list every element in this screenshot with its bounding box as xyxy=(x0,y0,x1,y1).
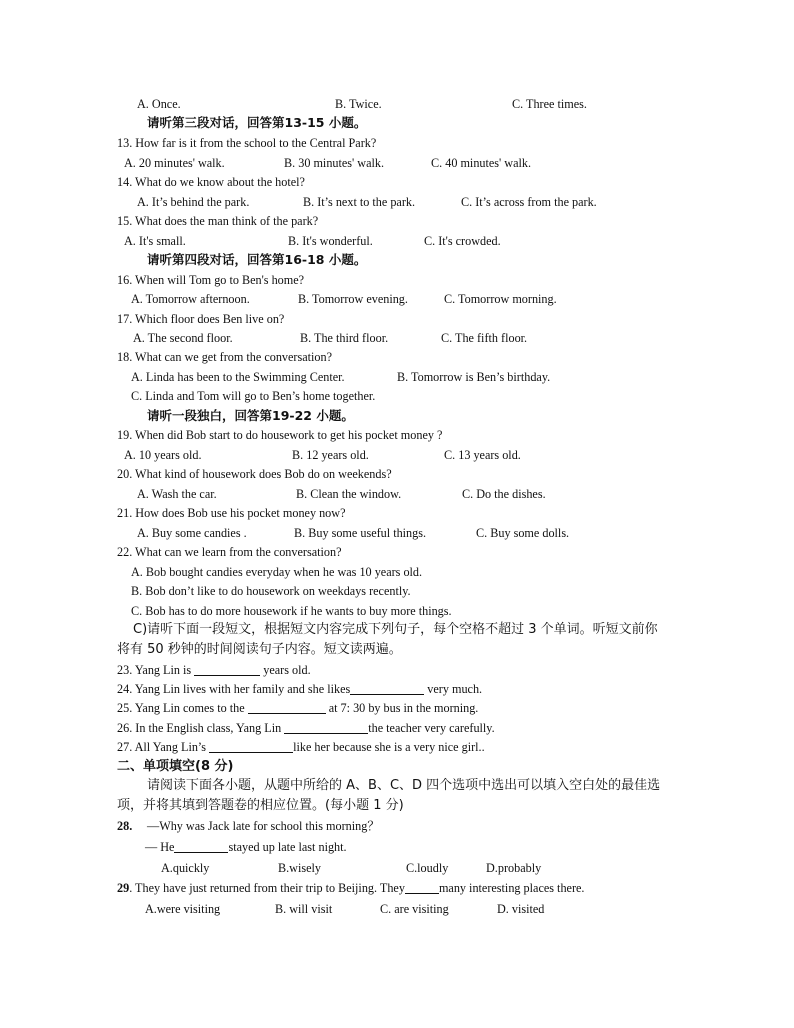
q29-option-d[interactable]: D. visited xyxy=(497,902,545,916)
q23-after: years old. xyxy=(260,663,311,677)
q27-after: like her because she is a very nice girl.. xyxy=(293,740,485,754)
q24-line xyxy=(117,681,482,697)
q13-option-c[interactable]: C. 40 minutes' walk. xyxy=(431,156,532,170)
q20-option-c[interactable]: C. Do the dishes. xyxy=(462,487,546,501)
q17-option-c[interactable]: C. The fifth floor. xyxy=(441,331,528,345)
q18-option-c[interactable]: C. Linda and Tom will go to Ben’s home together. xyxy=(131,389,376,403)
q27-blank[interactable] xyxy=(209,740,293,753)
part2-instruction-line1: 请阅读下面各小题，从题中所给的 A、B、C、D 四个选项中选出可以填入空白处的最佳选 xyxy=(147,778,661,793)
q16-option-a[interactable]: A. Tomorrow afternoon. xyxy=(131,292,250,306)
q21-option-c[interactable]: C. Buy some dolls. xyxy=(476,526,570,540)
q22-option-a[interactable]: A. Bob bought candies everyday when he was 10 years old. xyxy=(131,565,423,579)
q16-stem: 16. When will Tom go to Ben's home? xyxy=(117,273,305,287)
q28-line1: —Why was Jack late for school this morning？ xyxy=(147,819,380,833)
q24-after: very much. xyxy=(424,682,483,696)
q15-option-a[interactable]: A. It's small. xyxy=(124,234,186,248)
q28-number: 28. xyxy=(117,819,133,833)
part2-instruction-line2: 项，并将其填到答题卷的相应位置。(每小题 1 分) xyxy=(117,798,404,813)
q26-blank[interactable] xyxy=(284,721,368,734)
q14-option-a[interactable]: A. It’s behind the park. xyxy=(137,195,250,209)
partc-instruction-line2: 将有 50 秒钟的时间阅读句子内容。短文读两遍。 xyxy=(117,642,402,657)
q13-stem: 13. How far is it from the school to the Central Park? xyxy=(117,136,377,150)
q22-option-c[interactable]: C. Bob has to do more housework if he wants to buy more things. xyxy=(131,604,452,618)
q18-stem: 18. What can we get from the conversation? xyxy=(117,350,333,364)
q28-option-a[interactable]: A.quickly xyxy=(161,861,210,875)
q28-line2-before: — He xyxy=(145,840,175,854)
q17-option-b[interactable]: B. The third floor. xyxy=(300,331,389,345)
monologue-instruction: 请听一段独白，回答第19-22 小题。 xyxy=(147,408,354,423)
q12-option-b[interactable]: B. Twice. xyxy=(335,97,382,111)
q26-line xyxy=(117,720,495,736)
q22-option-b[interactable]: B. Bob don’t like to do housework on weekdays recently. xyxy=(131,584,411,598)
q19-stem: 19. When did Bob start to do housework to get his pocket money ? xyxy=(117,428,443,442)
q14-option-b[interactable]: B. It’s next to the park. xyxy=(303,195,416,209)
q15-option-c[interactable]: C. It's crowded. xyxy=(424,234,501,248)
q17-stem: 17. Which floor does Ben live on? xyxy=(117,312,285,326)
q28-option-b[interactable]: B.wisely xyxy=(278,861,321,875)
q25-after: at 7: 30 by bus in the morning. xyxy=(325,701,479,715)
q29-number: 29 xyxy=(117,881,130,895)
q17-option-a[interactable]: A. The second floor. xyxy=(133,331,233,345)
q29-option-a[interactable]: A.were visiting xyxy=(145,902,221,916)
q20-option-b[interactable]: B. Clean the window. xyxy=(296,487,402,501)
section3-instruction: 请听第三段对话，回答第13-15 小题。 xyxy=(147,115,367,130)
q12-option-c[interactable]: C. Three times. xyxy=(512,97,587,111)
q19-option-b[interactable]: B. 12 years old. xyxy=(292,448,369,462)
q13-option-a[interactable]: A. 20 minutes' walk. xyxy=(124,156,225,170)
q29-blank[interactable] xyxy=(405,881,439,894)
q18-option-b[interactable]: B. Tomorrow is Ben’s birthday. xyxy=(397,370,551,384)
q19-option-a[interactable]: A. 10 years old. xyxy=(124,448,202,462)
q27-before: 27. All Yang Lin’s xyxy=(117,740,210,754)
q15-option-b[interactable]: B. It's wonderful. xyxy=(288,234,373,248)
q16-option-c[interactable]: C. Tomorrow morning. xyxy=(444,292,557,306)
q15-stem: 15. What does the man think of the park? xyxy=(117,214,319,228)
q28-option-c[interactable]: C.loudly xyxy=(406,861,449,875)
q27-line xyxy=(117,739,485,755)
q14-option-c[interactable]: C. It’s across from the park. xyxy=(461,195,597,209)
q24-blank[interactable] xyxy=(350,682,424,695)
q18-option-a[interactable]: A. Linda has been to the Swimming Center. xyxy=(131,370,345,384)
q14-stem: 14. What do we know about the hotel? xyxy=(117,175,305,189)
q29-stem-before: . They have just returned from their trip to Beijing. They xyxy=(129,881,405,895)
q12-option-a[interactable]: A. Once. xyxy=(137,97,181,111)
q25-before: 25. Yang Lin comes to the xyxy=(117,701,248,715)
q16-option-b[interactable]: B. Tomorrow evening. xyxy=(298,292,408,306)
q26-after: the teacher very carefully. xyxy=(368,721,495,735)
q29-stem-after: many interesting places there. xyxy=(438,881,585,895)
q25-line xyxy=(117,700,478,716)
q22-stem: 22. What can we learn from the conversation? xyxy=(117,545,342,559)
q20-option-a[interactable]: A. Wash the car. xyxy=(137,487,217,501)
section4-instruction: 请听第四段对话，回答第16-18 小题。 xyxy=(147,252,367,267)
partc-instruction-line1: C)请听下面一段短文，根据短文内容完成下列句子，每个空格不超过 3 个单词。听短文前你 xyxy=(133,622,658,637)
q19-option-c[interactable]: C. 13 years old. xyxy=(444,448,521,462)
q29-option-b[interactable]: B. will visit xyxy=(275,902,333,916)
q23-before: 23. Yang Lin is xyxy=(117,663,195,677)
q21-option-a[interactable]: A. Buy some candies . xyxy=(137,526,247,540)
q23-line xyxy=(117,662,311,678)
q21-stem: 21. How does Bob use his pocket money now? xyxy=(117,506,346,520)
q28-line2-after: stayed up late last night. xyxy=(228,840,347,854)
q23-blank[interactable] xyxy=(194,663,260,676)
q29-option-c[interactable]: C. are visiting xyxy=(380,902,449,916)
q25-blank[interactable] xyxy=(248,701,326,714)
q28-line2 xyxy=(145,839,347,855)
q24-before: 24. Yang Lin lives with her family and she likes xyxy=(117,682,351,696)
part2-title: 二、单项填空(8 分) xyxy=(117,759,234,774)
q29-line xyxy=(117,880,584,896)
q26-before: 26. In the English class, Yang Lin xyxy=(117,721,285,735)
q28-option-d[interactable]: D.probably xyxy=(486,861,542,875)
q20-stem: 20. What kind of housework does Bob do on weekends? xyxy=(117,467,392,481)
q13-option-b[interactable]: B. 30 minutes' walk. xyxy=(284,156,385,170)
q21-option-b[interactable]: B. Buy some useful things. xyxy=(294,526,427,540)
q28-blank[interactable] xyxy=(174,840,228,853)
